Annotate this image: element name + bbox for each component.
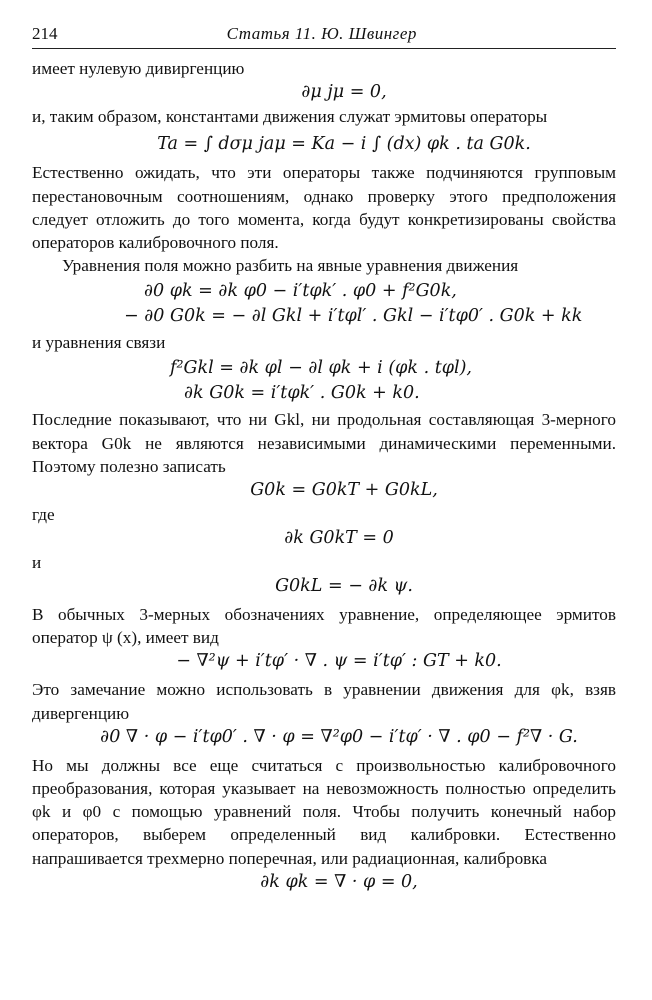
page-number: 214 — [32, 24, 58, 43]
running-title: Статья 11. Ю. Швингер — [226, 24, 417, 43]
paragraph-6: Последние показывают, что ни Gkl, ни продольная составляющая 3-мерного вектора G0k не являются независимыми динамическими переменными. Поэтому полезно записать — [32, 410, 616, 476]
equation-motion-G: − ∂0 G0k = − ∂l Gkl + i′tφl′ . Gkl − i′tφ0′ . G0k + kk — [124, 306, 583, 327]
equation-decomposition: G0k = G0kT + G0kL, — [250, 480, 438, 501]
paragraph-3: Естественно ожидать, что эти операторы также подчиняются групповым перестановочным соотношениям, однако проверку этого предположения следует отложить до того момента, когда будут конкретизированы свойства операторов калибровочного поля. — [32, 163, 616, 253]
equation-transverse: ∂k G0kT = 0 — [284, 528, 394, 549]
equation-motion-phi: ∂0 φk = ∂k φ0 − i′tφk′ . φ0 + f²G0k, — [144, 281, 457, 302]
equation-generators: Ta = ∫ dσμ jaμ = Ka − i ∫ (dx) φk . ta G0k. — [157, 134, 531, 155]
paragraph-8: Это замечание можно использовать в уравнении движения для φk, взяв дивергенцию — [32, 680, 616, 723]
constraint-equations — [32, 356, 616, 406]
equation-constraint-G0k: ∂k G0k = i′tφk′ . G0k + k0. — [184, 383, 420, 404]
equation-divergence: ∂μ jμ = 0, — [301, 82, 387, 103]
paragraph-2: и, таким образом, константами движения служат эрмитовы операторы — [32, 107, 548, 127]
page-header — [32, 24, 616, 49]
paragraph-7: В обычных 3-мерных обозначениях уравнение, определяющее эрмитов оператор ψ (x), имеет вид — [32, 605, 616, 648]
paragraph-4: Уравнения поля можно разбить на явные уравнения движения — [62, 256, 519, 276]
equation-constraint-Gkl: f²Gkl = ∂k φl − ∂l φk + i (φk . tφl), — [170, 358, 472, 379]
equations-of-motion — [32, 279, 616, 329]
equation-psi: − ∇²ψ + i′tφ′ · ∇ . ψ = i′tφ′ : GT + k0. — [176, 651, 502, 672]
word-gde: где — [32, 505, 55, 525]
page — [32, 24, 616, 895]
paragraph-1: имеет нулевую дивиргенцию — [32, 59, 245, 78]
equation-longitudinal: G0kL = − ∂k ψ. — [275, 576, 413, 597]
equation-radiation-gauge: ∂k φk = ∇ · φ = 0, — [260, 871, 418, 892]
word-i: и — [32, 553, 42, 573]
paragraph-9: Но мы должны все еще считаться с произвольностью калибровочного преобразования, которая указывает на невозможность полностью определить φk и φ0 с помощью уравнений поля. Чтобы получить конечный набор операторов, выберем определенный вид калибровки. Естественно напрашивается трехмерно поперечная, или радиационная, калибровка — [32, 755, 616, 868]
paragraph-5: и уравнения связи — [32, 333, 166, 353]
equation-divergence-phi: ∂0 ∇ · φ − i′tφ0′ . ∇ · φ = ∇²φ0 − i′tφ′ · ∇ . φ0 − f²∇ · G. — [100, 726, 578, 747]
